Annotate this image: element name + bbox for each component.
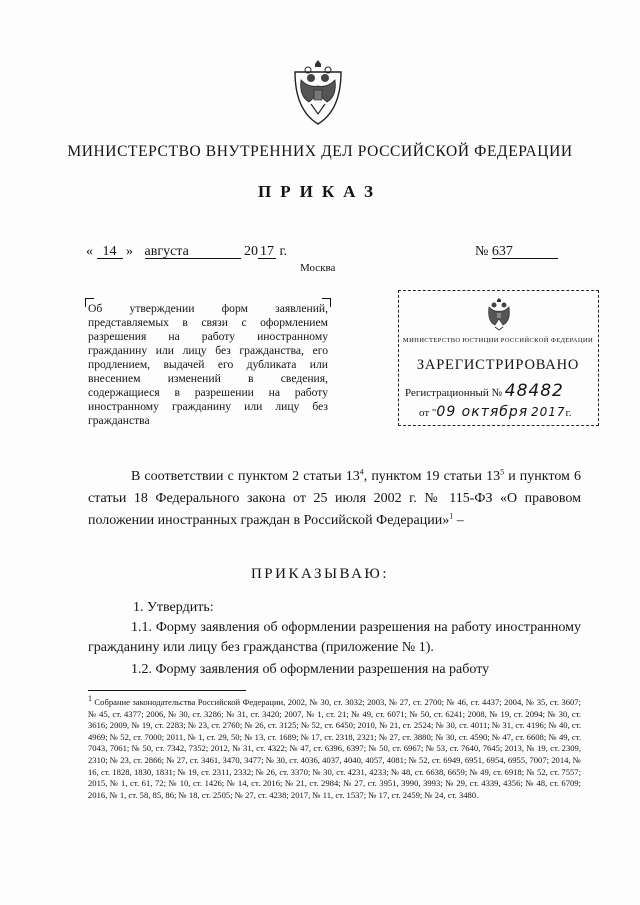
preamble-superscript-2: 5 xyxy=(500,467,505,477)
stamp-organization: МИНИСТЕРСТВО ЮСТИЦИИ РОССИЙСКОЙ ФЕДЕРАЦИИ xyxy=(402,337,594,344)
preamble-part-3: и пунктом 6 статьи 18 Федерального закона от 25 июля 2002 г. № 115-ФЗ «О правовом положении иностранных граждан в Российской Федерации» xyxy=(88,469,582,528)
stamp-registration-date xyxy=(419,404,572,420)
order-number xyxy=(475,244,558,260)
order-title: ПРИКАЗ xyxy=(258,182,382,201)
item-1-2: 1.2. Форму заявления об оформлении разрешения на работу xyxy=(131,662,490,677)
date-day: 14 xyxy=(97,245,123,259)
city: Москва xyxy=(300,262,336,274)
order-subject: Об утверждении форм заявлений, представляемых в связи с оформлением разрешения на работу иностранному гражданину или лицу без гражданства, его продлением, выдачей его дубликата или внесением изменений в сведения, содержащиеся в разрешении на работу иностранному гражданину или лицу без гражданства xyxy=(88,302,328,427)
stamp-date-unit: г. xyxy=(565,407,572,419)
coat-of-arms-emblem-icon xyxy=(287,58,349,128)
stamp-reg-label: Регистрационный № xyxy=(405,387,503,399)
footnote-mark: 1 xyxy=(88,694,92,704)
date-year-prefix: 20 xyxy=(244,244,258,259)
date-year-suffix: 17 xyxy=(260,244,274,259)
preamble-superscript-1: 4 xyxy=(359,467,364,477)
stamp-date-from: от " xyxy=(419,407,437,419)
footnote-text: Собрание законодательства Российской Федерации, 2002, № 30, ст. 3032; 2003, № 27, ст. 2700; № 46, ст. 4437; 2004, № 35, ст. 3607; № 45, ст. 4377; 2006, № 30, ст. 3286; № 31, ст. 3420; 2007, № 1, ст. 21; № 49, ст. 6071; № 50, ст. 6241; 2008, № 19, ст. 2094; № 30, ст. 3616; 2009, № 19, ст. 2283; № 23, ст. 2760; № 26, ст. 3125; № 52, ст. 6450; 2010, № 21, ст. 2524; № 30, ст. 4011; № 31, ст. 4196; № 40, ст. 4969; № 52, ст. 7000; 2011, № 1, ст. 29, 50; № 13, ст. 1689; № 17, ст. 2318, 2321; № 27, ст. 3880; № 30, ст. 4590; № 47, ст. 6608; № 49, ст. 7043, 7061; № 50, ст. 7342, 7352; 2012, № 31, ст. 4322; № 47, ст. 6396, 6397; № 50, ст. 6967; № 53, ст. 7640, 7645; 2013, № 19, ст. 2309, 2310; № 23, ст. 2866; № 27, ст. 3461, 3470, 3477; № 30, ст. 4036, 4037, 4040, 4057, 4081; № 52, ст. 6949, 6951, 6954, 6955, 7007; 2014, № 16, ст. 1828, 1830, 1831; № 19, ст. 2311, 2332; № 26, ст. 3370; № 30, ст. 4231, 4233; № 48, ст. 6638, 6659; № 49, ст. 6918; № 52, ст. 7557; 2015, № 1, ст. 61, 72; № 10, ст. 1426; № 14, ст. 2016; № 21, ст. 2984; № 27, ст. 3951, 3990, 3993; № 29, ст. 4339, 4356; № 48, ст. 6709; 2016, № 1, ст. 58, 85, 86; № 18, ст. 2505; № 27, ст. 4238; 2017, № 11, ст. 1537; № 17, ст. 2459; № 24, ст. 3480. xyxy=(88,697,581,800)
order-operative-word: ПРИКАЗЫВАЮ: xyxy=(250,566,390,582)
item-1: 1. Утвердить: xyxy=(133,600,214,615)
date-open-quote: « xyxy=(86,244,93,259)
footnote-reference: 1 xyxy=(449,511,454,521)
stamp-emblem-icon xyxy=(483,297,515,331)
stamp-date-year: 2017 xyxy=(530,405,566,419)
order-number-value: 637 xyxy=(492,245,558,259)
preamble-part-4: – xyxy=(453,513,464,528)
order-date xyxy=(86,244,287,260)
date-close-quote: » xyxy=(126,244,133,259)
date-year-unit: г. xyxy=(279,244,288,259)
registration-stamp xyxy=(398,290,599,426)
stamp-date-handwritten: 09 октября xyxy=(436,404,529,420)
stamp-reg-number-handwritten: 48482 xyxy=(504,381,564,401)
stamp-registered: ЗАРЕГИСТРИРОВАНО xyxy=(416,357,580,373)
preamble-paragraph xyxy=(88,466,581,532)
item-1-1: 1.1. Форму заявления об оформлении разрешения на работу иностранному гражданину или лицу без гражданства (приложение № 1). xyxy=(88,620,581,655)
date-month: августа xyxy=(145,245,241,259)
preamble-part-1: В соответствии с пунктом 2 статьи 13 xyxy=(131,469,360,484)
footnote xyxy=(88,694,581,801)
footnote-divider xyxy=(88,690,246,691)
stamp-registration-number xyxy=(405,381,564,401)
number-sign: № xyxy=(475,244,489,259)
preamble-part-2: , пунктом 19 статьи 13 xyxy=(363,469,501,484)
ministry-name: МИНИСТЕРСТВО ВНУТРЕННИХ ДЕЛ РОССИЙСКОЙ ФЕДЕРАЦИИ xyxy=(67,143,573,160)
